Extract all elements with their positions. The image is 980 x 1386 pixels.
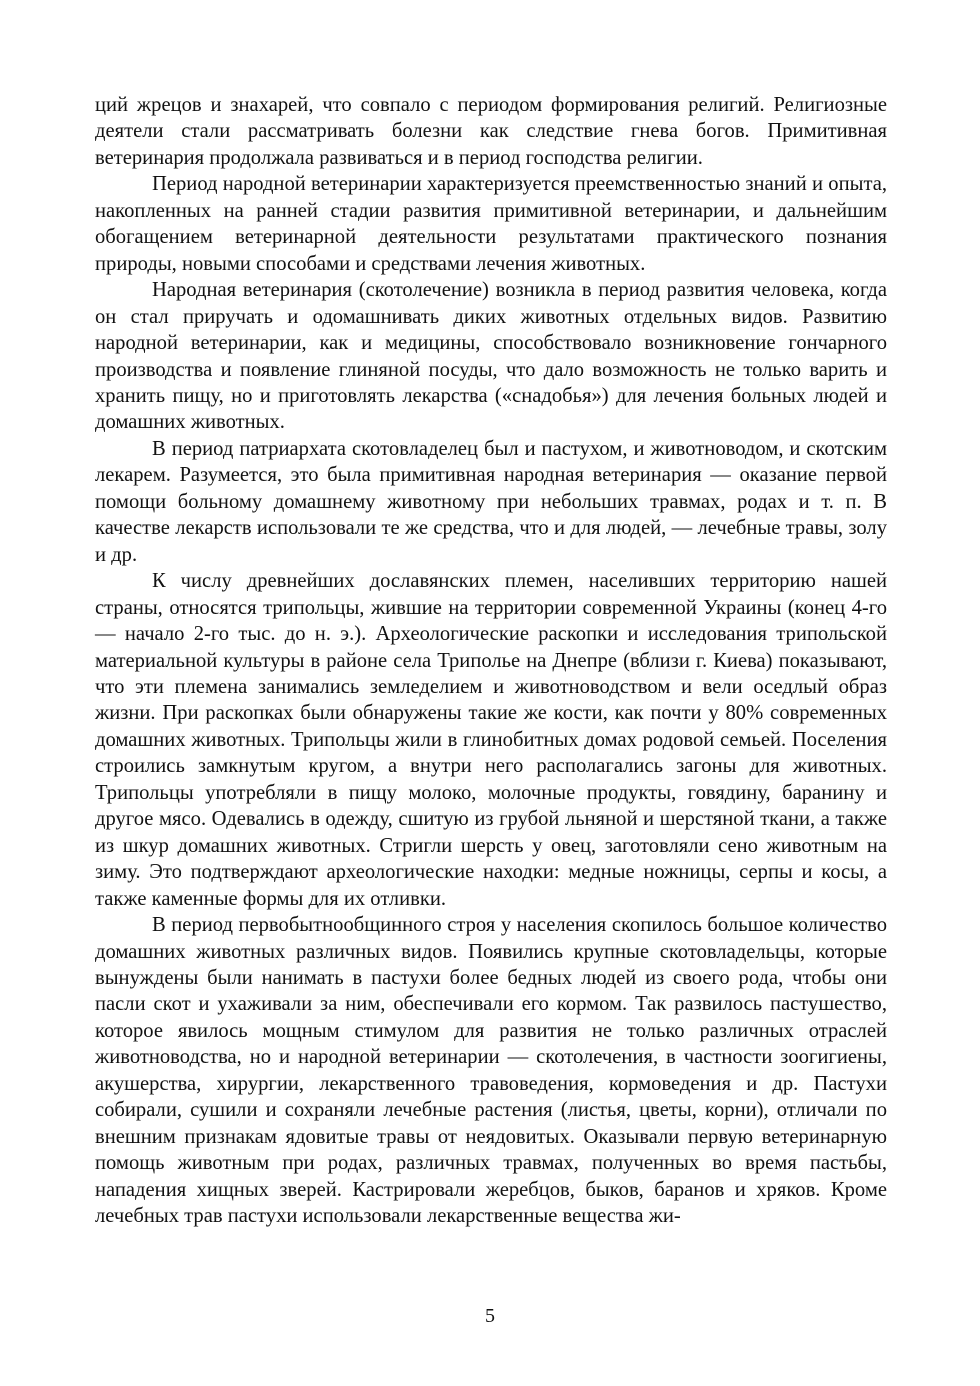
paragraph-6: В период первобытнообщинного строя у населения скопилось большое количество домашних животных различных видов. Появились крупные скотовладельцы, которые вынуждены были нанимать в пастухи более бедных людей из своего рода, чтобы они пасли скот и ухаживали за ним, обеспечивали его кормом. Так развилось пастушество, которое явилось мощным стимулом для развития не только различных отраслей животноводства, но и народной ветеринарии — скотолечения, в частности зоогигиены, акушерства, хирургии, лекарственного травоведения, кормоведения и др. Пастухи собирали, сушили и сохраняли лечебные растения (листья, цветы, корни), отличали по внешним признакам ядовитые травы от неядовитых. Оказывали первую ветеринарную помощь животным при родах, различных травмах, полученных во время пастьбы, нападения хищных зверей. Кастрировали жеребцов, быков, баранов и хряков. Кроме лечебных трав пастухи использовали лекарственные вещества жи-	[95, 914, 887, 1228]
paragraph-2: Период народной ветеринарии характеризуется преемственностью знаний и опыта, накопленных на ранней стадии развития примитивной ветеринарии, и дальнейшим обогащением ветеринарной деятельности результатами практического познания природы, новыми способами и средствами лечения животных.	[95, 173, 887, 275]
page-body	[95, 92, 887, 1229]
page-number: 5	[485, 1305, 495, 1327]
paragraph-3: Народная ветеринария (скотолечение) возникла в период развития человека, когда он стал приручать и одомашнивать диких животных отдельных видов. Развитию народной ветеринарии, как и медицины, способствовало возникновение гончарного производства и появление глиняной посуды, что дало возможность не только варить и хранить пищу, но и приготовлять лекарства («снадобья») для лечения больных людей и домашних животных.	[95, 279, 887, 434]
paragraph-1: ций жрецов и знахарей, что совпало с периодом формирования религий. Религиозные деятели стали рассматривать болезни как следствие гнева богов. Примитивная ветеринария продолжала развиваться и в период господства религии.	[95, 94, 887, 169]
paragraph-5: К числу древнейших дославянских племен, населивших территорию нашей страны, относятся трипольцы, жившие на территории современной Украины (конец 4-го — начало 2-го тыс. до н. э.). Археологические раскопки и исследования трипольской материальной культуры в районе села Триполье на Днепре (вблизи г. Киева) показывают, что эти племена занимались земледелием и животноводством и вели оседлый образ жизни. При раскопках были обнаружены такие же кости, как почти у 80% современных домашних животных. Трипольцы жили в глинобитных домах родовой семьей. Поселения строились замкнутым кругом, а внутри него располагались загоны для животных. Трипольцы употребляли в пищу молоко, молочные продукты, говядину, баранину и другое мясо. Одевались в одежду, сшитую из грубой льняной и шерстяной ткани, а также из шкур домашних животных. Стригли шерсть у овец, заготовляли сено животным на зиму. Это подтверждают археологические находки: медные ножницы, серпы и косы, а также каменные формы для их отливки.	[95, 570, 887, 910]
paragraph-4: В период патриархата скотовладелец был и пастухом, и животноводом, и скотским лекарем. Разумеется, это была примитивная народная ветеринария — оказание первой помощи больному домашнему животному при небольших травмах, родах и т. п. В качестве лекарств использовали те же средства, что и для людей, — лечебные травы, золу и др.	[95, 437, 887, 566]
